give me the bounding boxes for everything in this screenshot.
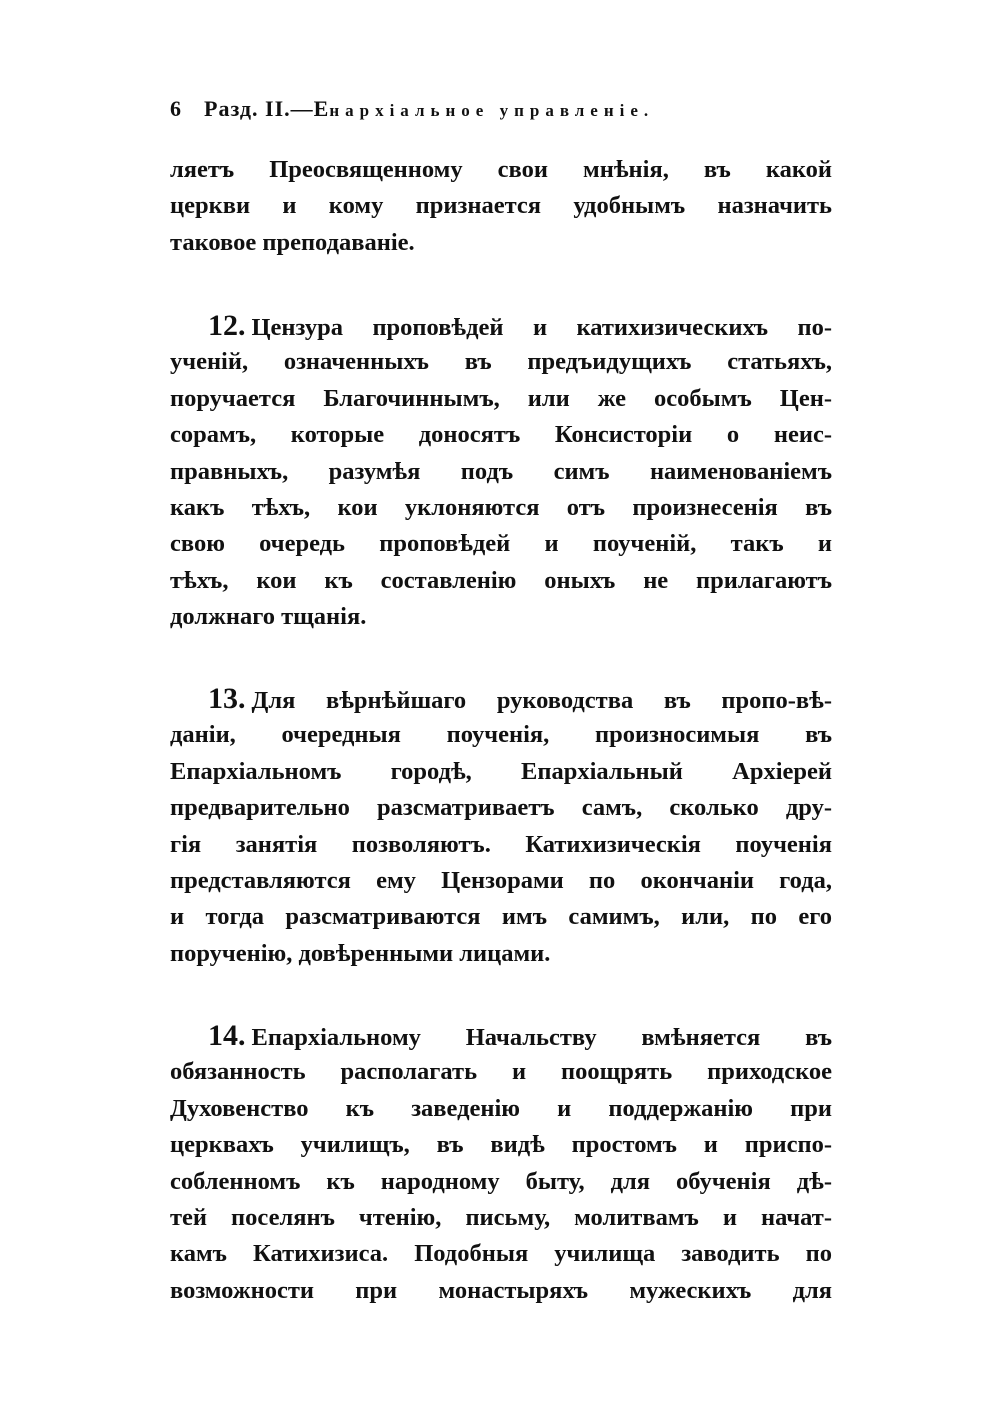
- text-line: правныхъ, разумѣя подъ симъ наименованіемъ: [170, 457, 832, 485]
- paragraph-13: [170, 681, 832, 972]
- paragraph-number: 13.: [208, 682, 246, 715]
- text-line: таковое преподаваніе.: [170, 228, 415, 256]
- line-text: Епархіальному Начальству вмѣняется въ: [251, 1024, 832, 1051]
- section-name-initial: Е: [313, 96, 330, 121]
- text-line: тей поселянъ чтенію, письму, молитвамъ и начат-: [170, 1203, 832, 1231]
- text-line: церкви и кому признается удобнымъ назначить: [170, 192, 832, 220]
- text-line: обязанность располагать и поощрять приходское: [170, 1058, 832, 1086]
- continuation-text: [170, 152, 832, 261]
- section-title: [204, 96, 654, 122]
- line-text: Для вѣрнѣйшаго руководства въ пропо-вѣ-: [251, 687, 832, 714]
- text-line: предварительно разсматриваетъ самъ, сколько дру-: [170, 794, 832, 822]
- page-number: 6: [170, 96, 182, 121]
- text-line: Епархіальномъ городѣ, Епархіальный Архіерей: [170, 757, 832, 785]
- paragraph-number: 14.: [208, 1019, 246, 1052]
- text-line: какъ тѣхъ, кои уклоняются отъ произнесенія въ: [170, 493, 832, 521]
- text-line: тѣхъ, кои къ составленію оныхъ не прилагаютъ: [170, 566, 832, 594]
- paragraph-12: [170, 308, 832, 636]
- text-line: собленномъ къ народному быту, для обученія дѣ-: [170, 1167, 832, 1195]
- section-prefix: Разд. II.—: [204, 96, 314, 121]
- text-line: [170, 308, 832, 344]
- text-line: Духовенство къ заведенію и поддержанію при: [170, 1094, 832, 1122]
- text-line: свою очередь проповѣдей и поученій, такъ и: [170, 530, 832, 558]
- text-line: порученію, довѣренными лицами.: [170, 939, 551, 967]
- text-line: камъ Катихизиса. Подобныя училища заводить по: [170, 1240, 832, 1268]
- text-line: [170, 681, 832, 717]
- text-line: и тогда разсматриваются имъ самимъ, или, по его: [170, 903, 832, 931]
- line-text: Цензура проповѣдей и катихизическихъ по-: [251, 314, 832, 341]
- paragraph-number: 12.: [208, 309, 246, 342]
- text-line: гія занятія позволяютъ. Катихизическія поученія: [170, 830, 832, 858]
- running-head: [170, 96, 830, 130]
- text-line: сорамъ, которые доносятъ Консисторіи о неис-: [170, 421, 832, 449]
- text-line: [170, 1018, 832, 1054]
- paragraph-14: [170, 1018, 832, 1309]
- text-line: ляетъ Преосвященному свои мнѣнія, въ какой: [170, 156, 832, 183]
- text-line: возможности при монастыряхъ мужескихъ для: [170, 1276, 832, 1304]
- text-line: поручается Благочиннымъ, или же особымъ Цен-: [170, 384, 832, 412]
- text-line: церквахъ училищъ, въ видѣ простомъ и приспо-: [170, 1131, 832, 1159]
- text-line: даніи, очередныя поученія, произносимыя въ: [170, 721, 832, 749]
- text-line: должнаго тщанія.: [170, 603, 367, 631]
- section-name-rest: нархіальное управленіе.: [329, 101, 655, 120]
- text-line: представляются ему Цензорами по окончаніи года,: [170, 866, 832, 894]
- text-line: ученій, означенныхъ въ предъидущихъ статьяхъ,: [170, 348, 832, 376]
